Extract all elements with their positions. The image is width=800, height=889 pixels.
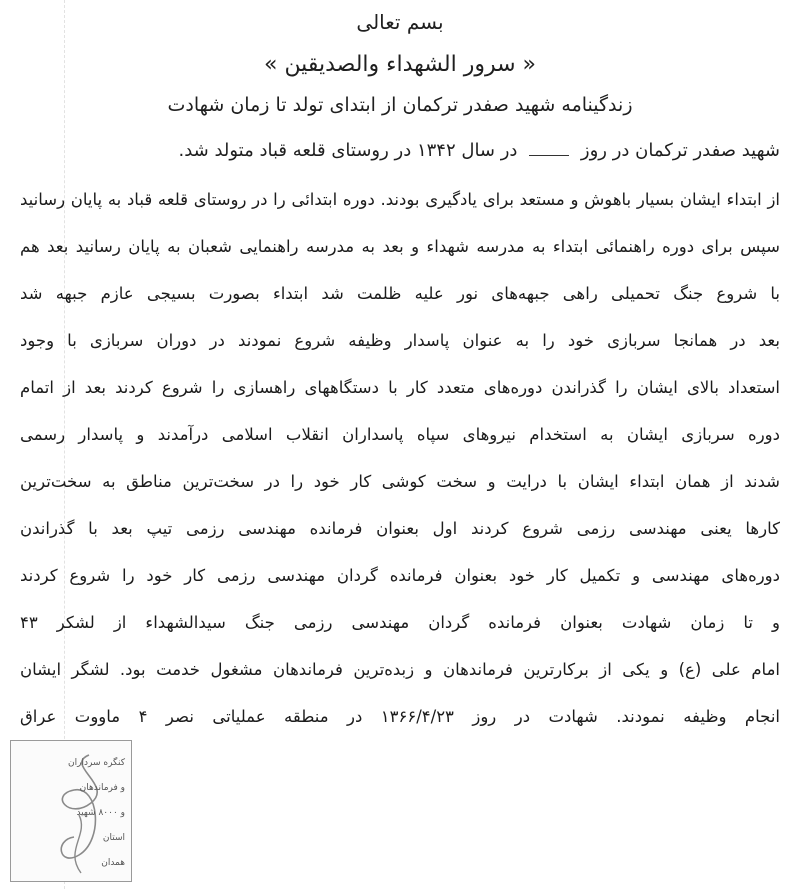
body-line: از ابتداء ایشان بسیار باهوش و مستعد برای یادگیری بودند. دوره ابتدائی را در روستای قلعه قباد به پایان رسانید bbox=[20, 190, 780, 209]
stamp-line: استان bbox=[102, 833, 125, 843]
blank-date-field bbox=[529, 155, 569, 156]
heading-subtitle: زندگینامه شهید صفدر ترکمان از ابتدای تولد تا زمان شهادت bbox=[167, 94, 633, 116]
body-line: استعداد بالای ایشان را گذراندن دوره‌های متعدد کار با دستگاههای راهسازی را شروع کردند بعد از اتمام bbox=[20, 378, 780, 397]
body-line: با شروع جنگ تحمیلی راهی جبهه‌های نور علیه ظلمت شد ابتداء بصورت بسیجی عازم جبهه شد bbox=[20, 284, 780, 303]
body-line: امام علی (ع) و یکی از برکارترین فرماندهان و زبده‌ترین فرماندهان مشغول خدمت بود. لشگر ایشان bbox=[20, 660, 780, 679]
body-line: و تا زمان شهادت بعنوان فرمانده گردان مهندسی رزمی جنگ سیدالشهداء از لشکر ۴۳ bbox=[20, 613, 780, 632]
stamp bbox=[10, 740, 132, 882]
body-line: دوره‌های مهندسی و تکمیل کار خود بعنوان فرمانده گردان مهندسی رزمی کار خود را شروع کردند bbox=[20, 566, 780, 585]
heading-basmala: بسم تعالی bbox=[356, 10, 444, 34]
stamp-line: همدان bbox=[101, 858, 125, 868]
stamp-line: کنگره سرداران bbox=[68, 758, 125, 768]
birth-line bbox=[80, 140, 780, 161]
body-line: دوره سربازی ایشان به استخدام نیروهای سپاه پاسداران انقلاب اسلامی درآمدند و پاسدار رسمی bbox=[20, 425, 780, 444]
birth-line-end: در سال ۱۳۴۲ در روستای قلعه قباد متولد شد. bbox=[178, 140, 518, 161]
stamp-line: و فرماندهان bbox=[79, 783, 125, 793]
body-line: شدند از همان ابتداء ایشان با درایت و سخت کوشی کار خود را در سخت‌ترین مناطق به سخت‌ترین bbox=[20, 472, 780, 491]
heading-title: « سرور الشهداء والصدیقین » bbox=[263, 52, 536, 77]
stamp-line: و ۸۰۰۰ شهید bbox=[76, 808, 125, 818]
stamp-text bbox=[25, 751, 125, 876]
body-line: انجام وظیفه نمودند. شهادت در روز ۱۳۶۶/۴/۲۳ در منطقه عملیاتی نصر ۴ ماووت عراق bbox=[20, 707, 780, 726]
biography-body bbox=[20, 180, 780, 744]
body-line: کارها یعنی مهندسی رزمی شروع کردند اول بعنوان فرمانده مهندسی رزمی تیپ بعد با گذراندن bbox=[20, 519, 780, 538]
body-line: بعد در همانجا سربازی خود را به عنوان پاسدار وظیفه شروع نمودند در دوران سربازی با وجود bbox=[20, 331, 780, 350]
birth-line-start: شهید صفدر ترکمان در روز bbox=[580, 140, 780, 161]
body-line: سپس برای دوره راهنمائی ابتداء به مدرسه شهداء و بعد به مدرسه راهنمایی شعبان به پایان رسانید بعد هم bbox=[20, 237, 780, 256]
